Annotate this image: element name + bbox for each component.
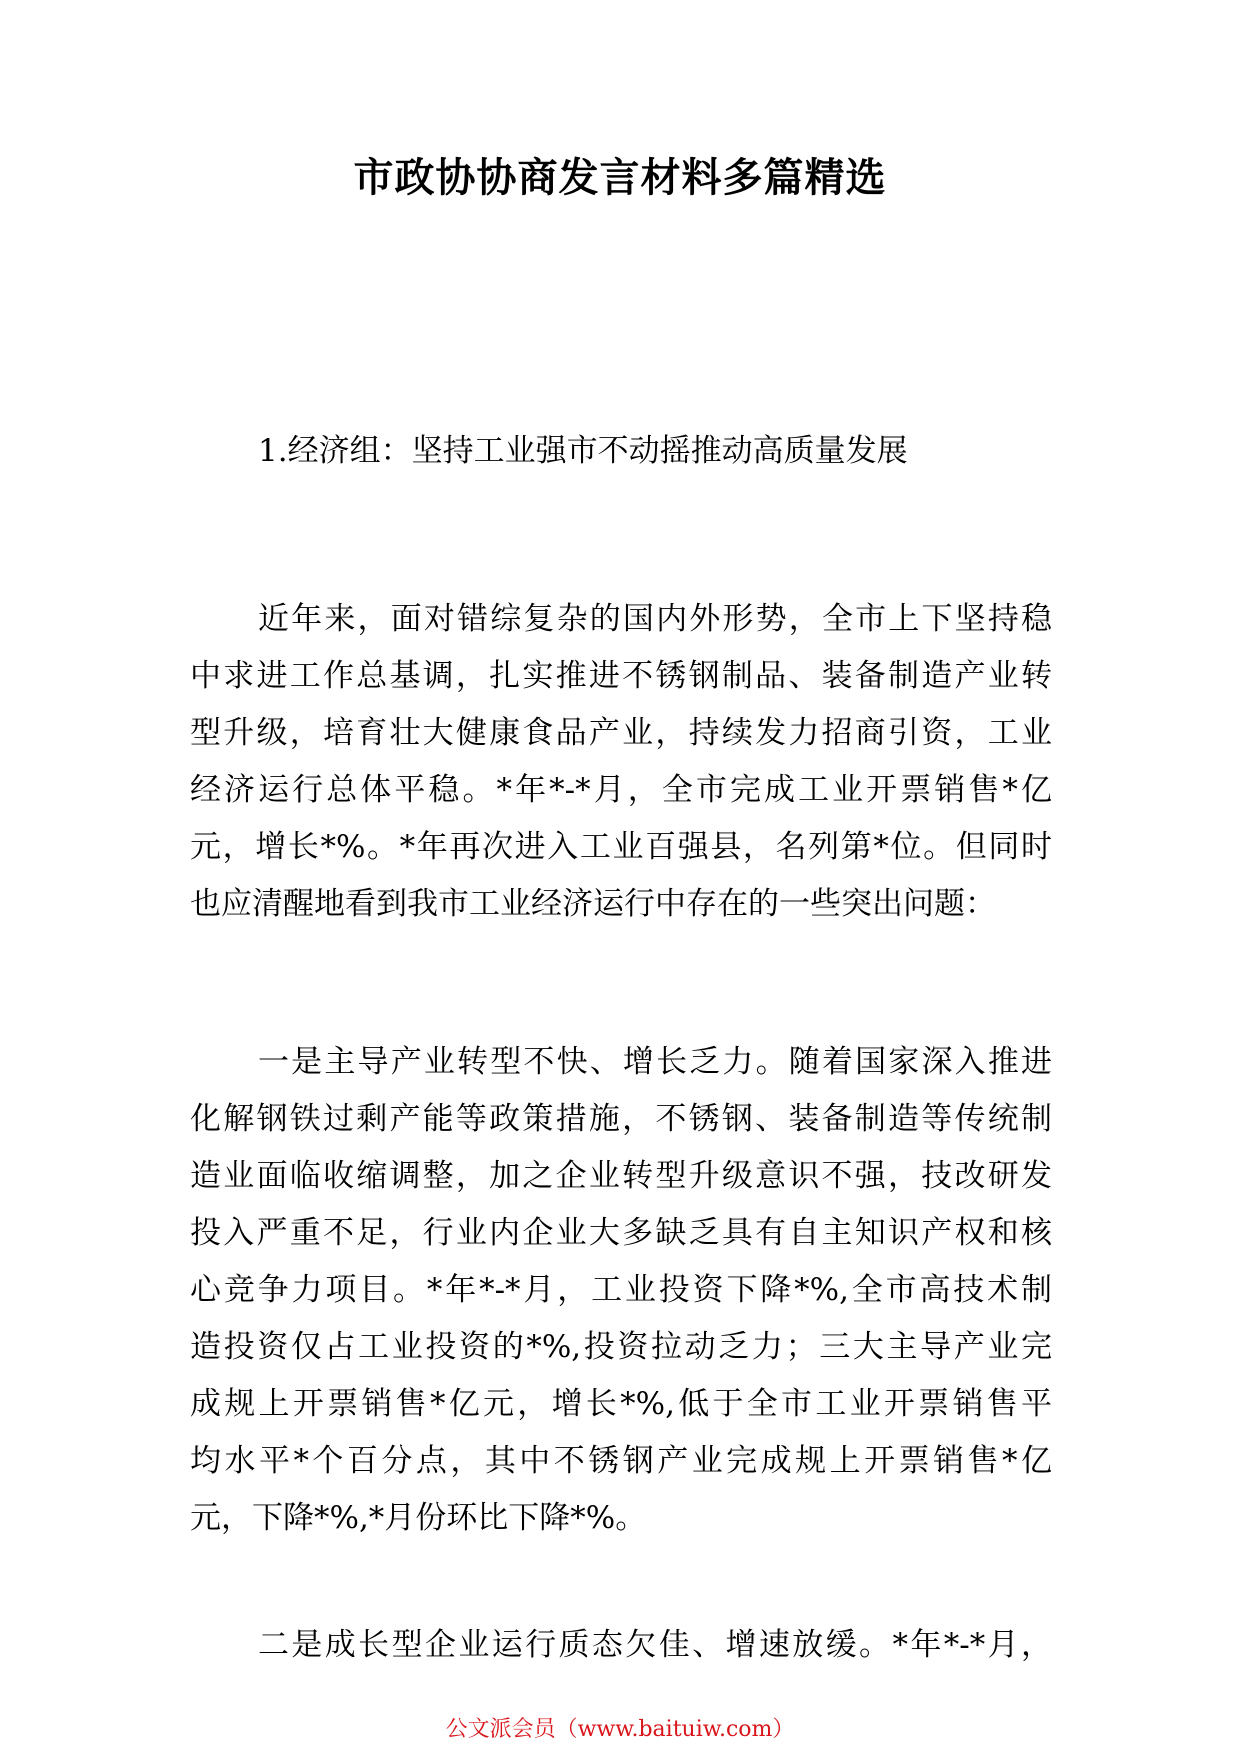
paragraph-line: 经济运行总体平稳。*年*-*月，全市完成工业开票销售*亿 <box>190 772 1052 808</box>
paragraph-overview <box>190 591 1052 933</box>
paragraph-line: 心竞争力项目。*年*-*月，工业投资下降*%,全市高技术制 <box>190 1272 1052 1308</box>
paragraph-line: 均水平*个百分点，其中不锈钢产业完成规上开票销售*亿 <box>190 1443 1052 1479</box>
paragraph-line: 型升级，培育壮大健康食品产业，持续发力招商引资，工业 <box>190 715 1052 751</box>
paragraph-line: 二是成长型企业运行质态欠佳、增速放缓。*年*-*月， <box>258 1627 1052 1663</box>
paragraph-line: 近年来，面对错综复杂的国内外形势，全市上下坚持稳 <box>258 601 1052 637</box>
footer-watermark: 公文派会员（www.baituiw.com） <box>445 1717 795 1742</box>
paragraph-line: 元，增长*%。*年再次进入工业百强县，名列第*位。但同时 <box>190 829 1052 865</box>
document-title: 市政协协商发言材料多篇精选 <box>353 155 887 201</box>
paragraph-line: 造业面临收缩调整，加之企业转型升级意识不强，技改研发 <box>190 1158 1052 1194</box>
paragraph-line: 投入严重不足，行业内企业大多缺乏具有自主知识产权和核 <box>190 1215 1052 1251</box>
paragraph-line: 化解钢铁过剩产能等政策措施，不锈钢、装备制造等传统制 <box>190 1101 1052 1137</box>
section-heading: 1.经济组：坚持工业强市不动摇推动高质量发展 <box>258 433 908 469</box>
paragraph-line: 元，下降*%,*月份环比下降*%。 <box>190 1500 647 1536</box>
paragraph-problem-two <box>190 1617 1052 1674</box>
paragraph-line: 一是主导产业转型不快、增长乏力。随着国家深入推进 <box>258 1044 1052 1080</box>
paragraph-line: 造投资仅占工业投资的*%,投资拉动乏力；三大主导产业完 <box>190 1329 1052 1365</box>
paragraph-line: 也应清醒地看到我市工业经济运行中存在的一些突出问题： <box>190 886 996 922</box>
paragraph-line: 成规上开票销售*亿元，增长*%,低于全市工业开票销售平 <box>190 1386 1052 1422</box>
paragraph-problem-one <box>190 1034 1052 1547</box>
paragraph-line: 中求进工作总基调，扎实推进不锈钢制品、装备制造产业转 <box>190 658 1052 694</box>
